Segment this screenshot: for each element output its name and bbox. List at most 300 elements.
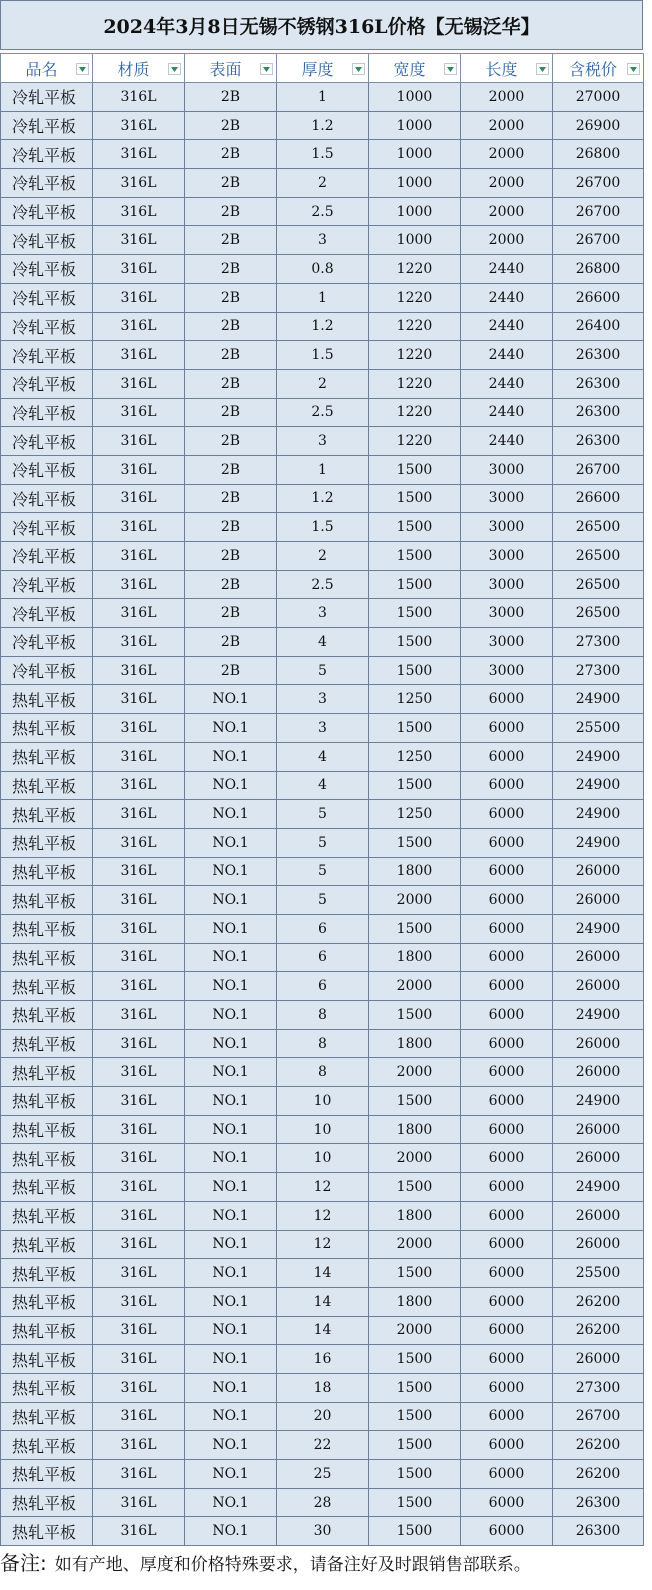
cell-surface[interactable]: 2B bbox=[185, 197, 277, 226]
cell-surface[interactable]: NO.1 bbox=[185, 1345, 277, 1374]
cell-material[interactable]: 316L bbox=[93, 1201, 185, 1230]
cell-length[interactable]: 6000 bbox=[461, 685, 553, 714]
cell-width[interactable]: 1500 bbox=[369, 513, 461, 542]
cell-width[interactable]: 1220 bbox=[369, 369, 461, 398]
cell-thickness[interactable]: 0.8 bbox=[277, 255, 369, 284]
cell-thickness[interactable]: 3 bbox=[277, 226, 369, 255]
cell-width[interactable]: 1800 bbox=[369, 943, 461, 972]
cell-surface[interactable]: 2B bbox=[185, 513, 277, 542]
cell-surface[interactable]: NO.1 bbox=[185, 1259, 277, 1288]
cell-length[interactable]: 3000 bbox=[461, 656, 553, 685]
cell-material[interactable]: 316L bbox=[93, 1087, 185, 1116]
cell-thickness[interactable]: 5 bbox=[277, 857, 369, 886]
cell-width[interactable]: 1500 bbox=[369, 628, 461, 657]
cell-material[interactable]: 316L bbox=[93, 283, 185, 312]
cell-surface[interactable]: 2B bbox=[185, 312, 277, 341]
cell-thickness[interactable]: 30 bbox=[277, 1517, 369, 1546]
cell-price[interactable]: 24900 bbox=[553, 914, 644, 943]
filter-dropdown-button[interactable] bbox=[444, 63, 457, 75]
cell-material[interactable]: 316L bbox=[93, 857, 185, 886]
cell-surface[interactable]: NO.1 bbox=[185, 771, 277, 800]
cell-width[interactable]: 1500 bbox=[369, 484, 461, 513]
cell-price[interactable]: 26000 bbox=[553, 1201, 644, 1230]
cell-name[interactable]: 热轧平板 bbox=[1, 1201, 93, 1230]
cell-name[interactable]: 冷轧平板 bbox=[1, 140, 93, 169]
cell-surface[interactable]: NO.1 bbox=[185, 1287, 277, 1316]
cell-surface[interactable]: NO.1 bbox=[185, 1029, 277, 1058]
cell-price[interactable]: 26200 bbox=[553, 1431, 644, 1460]
cell-thickness[interactable]: 8 bbox=[277, 1029, 369, 1058]
cell-length[interactable]: 6000 bbox=[461, 1173, 553, 1202]
cell-length[interactable]: 6000 bbox=[461, 800, 553, 829]
cell-name[interactable]: 冷轧平板 bbox=[1, 599, 93, 628]
cell-name[interactable]: 冷轧平板 bbox=[1, 312, 93, 341]
filter-dropdown-button[interactable] bbox=[76, 63, 89, 75]
cell-length[interactable]: 6000 bbox=[461, 1058, 553, 1087]
cell-length[interactable]: 6000 bbox=[461, 1345, 553, 1374]
cell-thickness[interactable]: 2 bbox=[277, 169, 369, 198]
cell-price[interactable]: 26600 bbox=[553, 484, 644, 513]
cell-name[interactable]: 热轧平板 bbox=[1, 1230, 93, 1259]
cell-length[interactable]: 2000 bbox=[461, 111, 553, 140]
cell-thickness[interactable]: 2 bbox=[277, 542, 369, 571]
cell-price[interactable]: 26000 bbox=[553, 1058, 644, 1087]
cell-length[interactable]: 6000 bbox=[461, 714, 553, 743]
cell-name[interactable]: 冷轧平板 bbox=[1, 513, 93, 542]
cell-length[interactable]: 6000 bbox=[461, 886, 553, 915]
cell-material[interactable]: 316L bbox=[93, 312, 185, 341]
cell-surface[interactable]: NO.1 bbox=[185, 1144, 277, 1173]
cell-material[interactable]: 316L bbox=[93, 1488, 185, 1517]
cell-material[interactable]: 316L bbox=[93, 455, 185, 484]
cell-material[interactable]: 316L bbox=[93, 828, 185, 857]
cell-thickness[interactable]: 12 bbox=[277, 1173, 369, 1202]
cell-surface[interactable]: 2B bbox=[185, 369, 277, 398]
cell-price[interactable]: 26000 bbox=[553, 857, 644, 886]
cell-price[interactable]: 26000 bbox=[553, 1230, 644, 1259]
cell-surface[interactable]: NO.1 bbox=[185, 972, 277, 1001]
cell-length[interactable]: 6000 bbox=[461, 1115, 553, 1144]
cell-price[interactable]: 26700 bbox=[553, 455, 644, 484]
cell-name[interactable]: 热轧平板 bbox=[1, 857, 93, 886]
cell-name[interactable]: 热轧平板 bbox=[1, 1517, 93, 1546]
cell-price[interactable]: 26700 bbox=[553, 226, 644, 255]
cell-length[interactable]: 2000 bbox=[461, 169, 553, 198]
cell-name[interactable]: 热轧平板 bbox=[1, 1029, 93, 1058]
cell-name[interactable]: 冷轧平板 bbox=[1, 111, 93, 140]
cell-surface[interactable]: NO.1 bbox=[185, 714, 277, 743]
cell-material[interactable]: 316L bbox=[93, 1029, 185, 1058]
cell-material[interactable]: 316L bbox=[93, 886, 185, 915]
cell-surface[interactable]: 2B bbox=[185, 226, 277, 255]
cell-price[interactable]: 26300 bbox=[553, 1517, 644, 1546]
cell-material[interactable]: 316L bbox=[93, 341, 185, 370]
cell-price[interactable]: 24900 bbox=[553, 1087, 644, 1116]
cell-name[interactable]: 热轧平板 bbox=[1, 1488, 93, 1517]
cell-length[interactable]: 6000 bbox=[461, 1259, 553, 1288]
cell-name[interactable]: 冷轧平板 bbox=[1, 427, 93, 456]
cell-length[interactable]: 2440 bbox=[461, 255, 553, 284]
cell-thickness[interactable]: 1 bbox=[277, 283, 369, 312]
filter-dropdown-button[interactable] bbox=[352, 63, 365, 75]
cell-material[interactable]: 316L bbox=[93, 542, 185, 571]
cell-length[interactable]: 6000 bbox=[461, 1001, 553, 1030]
cell-surface[interactable]: NO.1 bbox=[185, 1058, 277, 1087]
cell-length[interactable]: 6000 bbox=[461, 1287, 553, 1316]
filter-dropdown-button[interactable] bbox=[627, 63, 640, 75]
cell-name[interactable]: 热轧平板 bbox=[1, 1402, 93, 1431]
cell-length[interactable]: 6000 bbox=[461, 742, 553, 771]
cell-width[interactable]: 1500 bbox=[369, 771, 461, 800]
cell-price[interactable]: 26300 bbox=[553, 369, 644, 398]
cell-width[interactable]: 1500 bbox=[369, 1345, 461, 1374]
cell-material[interactable]: 316L bbox=[93, 255, 185, 284]
cell-width[interactable]: 1500 bbox=[369, 1517, 461, 1546]
cell-surface[interactable]: NO.1 bbox=[185, 1087, 277, 1116]
cell-material[interactable]: 316L bbox=[93, 1259, 185, 1288]
cell-price[interactable]: 26000 bbox=[553, 972, 644, 1001]
cell-price[interactable]: 26300 bbox=[553, 398, 644, 427]
cell-surface[interactable]: 2B bbox=[185, 398, 277, 427]
cell-material[interactable]: 316L bbox=[93, 197, 185, 226]
cell-name[interactable]: 热轧平板 bbox=[1, 1345, 93, 1374]
cell-length[interactable]: 6000 bbox=[461, 828, 553, 857]
cell-length[interactable]: 2440 bbox=[461, 369, 553, 398]
cell-surface[interactable]: 2B bbox=[185, 628, 277, 657]
cell-name[interactable]: 冷轧平板 bbox=[1, 656, 93, 685]
cell-width[interactable]: 2000 bbox=[369, 886, 461, 915]
cell-surface[interactable]: 2B bbox=[185, 111, 277, 140]
cell-length[interactable]: 6000 bbox=[461, 857, 553, 886]
cell-material[interactable]: 316L bbox=[93, 140, 185, 169]
cell-width[interactable]: 1500 bbox=[369, 828, 461, 857]
cell-surface[interactable]: NO.1 bbox=[185, 1460, 277, 1489]
cell-surface[interactable]: NO.1 bbox=[185, 1001, 277, 1030]
cell-price[interactable]: 27300 bbox=[553, 656, 644, 685]
cell-length[interactable]: 6000 bbox=[461, 943, 553, 972]
cell-width[interactable]: 2000 bbox=[369, 1058, 461, 1087]
cell-name[interactable]: 热轧平板 bbox=[1, 1316, 93, 1345]
cell-thickness[interactable]: 2.5 bbox=[277, 570, 369, 599]
cell-name[interactable]: 冷轧平板 bbox=[1, 570, 93, 599]
cell-name[interactable]: 热轧平板 bbox=[1, 1259, 93, 1288]
cell-thickness[interactable]: 2 bbox=[277, 369, 369, 398]
cell-price[interactable]: 26500 bbox=[553, 542, 644, 571]
cell-material[interactable]: 316L bbox=[93, 685, 185, 714]
cell-length[interactable]: 3000 bbox=[461, 628, 553, 657]
cell-surface[interactable]: 2B bbox=[185, 599, 277, 628]
cell-surface[interactable]: NO.1 bbox=[185, 914, 277, 943]
cell-surface[interactable]: NO.1 bbox=[185, 886, 277, 915]
cell-name[interactable]: 冷轧平板 bbox=[1, 484, 93, 513]
cell-price[interactable]: 26500 bbox=[553, 570, 644, 599]
cell-name[interactable]: 热轧平板 bbox=[1, 828, 93, 857]
cell-material[interactable]: 316L bbox=[93, 628, 185, 657]
cell-length[interactable]: 2440 bbox=[461, 398, 553, 427]
cell-surface[interactable]: NO.1 bbox=[185, 1402, 277, 1431]
cell-surface[interactable]: NO.1 bbox=[185, 1115, 277, 1144]
cell-width[interactable]: 1000 bbox=[369, 226, 461, 255]
cell-thickness[interactable]: 3 bbox=[277, 599, 369, 628]
cell-width[interactable]: 1500 bbox=[369, 714, 461, 743]
cell-surface[interactable]: 2B bbox=[185, 83, 277, 112]
cell-material[interactable]: 316L bbox=[93, 1431, 185, 1460]
cell-price[interactable]: 26000 bbox=[553, 886, 644, 915]
cell-length[interactable]: 6000 bbox=[461, 1144, 553, 1173]
cell-name[interactable]: 热轧平板 bbox=[1, 1373, 93, 1402]
cell-thickness[interactable]: 2.5 bbox=[277, 197, 369, 226]
cell-width[interactable]: 2000 bbox=[369, 972, 461, 1001]
cell-thickness[interactable]: 12 bbox=[277, 1201, 369, 1230]
cell-name[interactable]: 热轧平板 bbox=[1, 800, 93, 829]
cell-surface[interactable]: NO.1 bbox=[185, 800, 277, 829]
cell-price[interactable]: 26900 bbox=[553, 111, 644, 140]
cell-width[interactable]: 1250 bbox=[369, 800, 461, 829]
cell-price[interactable]: 26300 bbox=[553, 1488, 644, 1517]
cell-thickness[interactable]: 25 bbox=[277, 1460, 369, 1489]
cell-surface[interactable]: NO.1 bbox=[185, 857, 277, 886]
cell-name[interactable]: 热轧平板 bbox=[1, 1058, 93, 1087]
cell-length[interactable]: 3000 bbox=[461, 542, 553, 571]
cell-thickness[interactable]: 5 bbox=[277, 656, 369, 685]
cell-width[interactable]: 1800 bbox=[369, 1029, 461, 1058]
cell-price[interactable]: 26500 bbox=[553, 599, 644, 628]
cell-surface[interactable]: NO.1 bbox=[185, 1173, 277, 1202]
cell-material[interactable]: 316L bbox=[93, 226, 185, 255]
cell-price[interactable]: 26000 bbox=[553, 943, 644, 972]
cell-name[interactable]: 热轧平板 bbox=[1, 972, 93, 1001]
cell-length[interactable]: 6000 bbox=[461, 1402, 553, 1431]
cell-thickness[interactable]: 5 bbox=[277, 886, 369, 915]
cell-width[interactable]: 1500 bbox=[369, 1001, 461, 1030]
filter-dropdown-button[interactable] bbox=[536, 63, 549, 75]
cell-price[interactable]: 26600 bbox=[553, 283, 644, 312]
cell-thickness[interactable]: 14 bbox=[277, 1259, 369, 1288]
cell-name[interactable]: 热轧平板 bbox=[1, 1460, 93, 1489]
cell-material[interactable]: 316L bbox=[93, 83, 185, 112]
cell-thickness[interactable]: 10 bbox=[277, 1115, 369, 1144]
cell-surface[interactable]: 2B bbox=[185, 484, 277, 513]
cell-thickness[interactable]: 1.5 bbox=[277, 513, 369, 542]
cell-length[interactable]: 3000 bbox=[461, 513, 553, 542]
cell-material[interactable]: 316L bbox=[93, 513, 185, 542]
cell-material[interactable]: 316L bbox=[93, 1402, 185, 1431]
cell-width[interactable]: 1500 bbox=[369, 1402, 461, 1431]
cell-thickness[interactable]: 8 bbox=[277, 1058, 369, 1087]
cell-material[interactable]: 316L bbox=[93, 427, 185, 456]
cell-name[interactable]: 冷轧平板 bbox=[1, 542, 93, 571]
cell-thickness[interactable]: 10 bbox=[277, 1087, 369, 1116]
cell-length[interactable]: 6000 bbox=[461, 771, 553, 800]
cell-price[interactable]: 26200 bbox=[553, 1287, 644, 1316]
cell-price[interactable]: 26300 bbox=[553, 341, 644, 370]
cell-width[interactable]: 1220 bbox=[369, 255, 461, 284]
cell-width[interactable]: 1500 bbox=[369, 656, 461, 685]
cell-material[interactable]: 316L bbox=[93, 169, 185, 198]
cell-thickness[interactable]: 1.2 bbox=[277, 312, 369, 341]
cell-surface[interactable]: NO.1 bbox=[185, 685, 277, 714]
cell-width[interactable]: 1500 bbox=[369, 599, 461, 628]
cell-name[interactable]: 冷轧平板 bbox=[1, 341, 93, 370]
cell-thickness[interactable]: 14 bbox=[277, 1287, 369, 1316]
cell-thickness[interactable]: 18 bbox=[277, 1373, 369, 1402]
cell-name[interactable]: 热轧平板 bbox=[1, 943, 93, 972]
cell-material[interactable]: 316L bbox=[93, 943, 185, 972]
filter-dropdown-button[interactable] bbox=[260, 63, 273, 75]
cell-width[interactable]: 1000 bbox=[369, 111, 461, 140]
cell-width[interactable]: 1500 bbox=[369, 1373, 461, 1402]
cell-surface[interactable]: 2B bbox=[185, 140, 277, 169]
cell-material[interactable]: 316L bbox=[93, 914, 185, 943]
cell-width[interactable]: 1500 bbox=[369, 1173, 461, 1202]
cell-thickness[interactable]: 1.2 bbox=[277, 111, 369, 140]
filter-dropdown-button[interactable] bbox=[168, 63, 181, 75]
cell-name[interactable]: 热轧平板 bbox=[1, 1115, 93, 1144]
cell-name[interactable]: 热轧平板 bbox=[1, 714, 93, 743]
cell-length[interactable]: 2440 bbox=[461, 427, 553, 456]
cell-price[interactable]: 24900 bbox=[553, 742, 644, 771]
cell-name[interactable]: 热轧平板 bbox=[1, 771, 93, 800]
cell-material[interactable]: 316L bbox=[93, 599, 185, 628]
cell-thickness[interactable]: 1 bbox=[277, 455, 369, 484]
cell-width[interactable]: 1000 bbox=[369, 140, 461, 169]
cell-name[interactable]: 热轧平板 bbox=[1, 1173, 93, 1202]
cell-name[interactable]: 冷轧平板 bbox=[1, 283, 93, 312]
cell-material[interactable]: 316L bbox=[93, 398, 185, 427]
cell-price[interactable]: 27300 bbox=[553, 628, 644, 657]
cell-price[interactable]: 26500 bbox=[553, 513, 644, 542]
cell-length[interactable]: 6000 bbox=[461, 1201, 553, 1230]
cell-width[interactable]: 1000 bbox=[369, 83, 461, 112]
cell-width[interactable]: 2000 bbox=[369, 1230, 461, 1259]
cell-surface[interactable]: NO.1 bbox=[185, 1488, 277, 1517]
cell-material[interactable]: 316L bbox=[93, 1345, 185, 1374]
cell-material[interactable]: 316L bbox=[93, 1460, 185, 1489]
cell-surface[interactable]: NO.1 bbox=[185, 943, 277, 972]
cell-price[interactable]: 26000 bbox=[553, 1029, 644, 1058]
cell-thickness[interactable]: 3 bbox=[277, 427, 369, 456]
cell-width[interactable]: 1250 bbox=[369, 685, 461, 714]
cell-thickness[interactable]: 1.5 bbox=[277, 341, 369, 370]
cell-length[interactable]: 2000 bbox=[461, 226, 553, 255]
cell-price[interactable]: 26000 bbox=[553, 1144, 644, 1173]
cell-name[interactable]: 热轧平板 bbox=[1, 1287, 93, 1316]
cell-name[interactable]: 冷轧平板 bbox=[1, 83, 93, 112]
cell-width[interactable]: 1250 bbox=[369, 742, 461, 771]
cell-thickness[interactable]: 8 bbox=[277, 1001, 369, 1030]
cell-thickness[interactable]: 5 bbox=[277, 800, 369, 829]
cell-length[interactable]: 3000 bbox=[461, 484, 553, 513]
cell-material[interactable]: 316L bbox=[93, 742, 185, 771]
cell-length[interactable]: 6000 bbox=[461, 1316, 553, 1345]
cell-price[interactable]: 26000 bbox=[553, 1345, 644, 1374]
cell-surface[interactable]: 2B bbox=[185, 570, 277, 599]
cell-material[interactable]: 316L bbox=[93, 1287, 185, 1316]
cell-name[interactable]: 冷轧平板 bbox=[1, 628, 93, 657]
cell-surface[interactable]: NO.1 bbox=[185, 1316, 277, 1345]
cell-surface[interactable]: 2B bbox=[185, 341, 277, 370]
cell-material[interactable]: 316L bbox=[93, 714, 185, 743]
cell-price[interactable]: 27000 bbox=[553, 83, 644, 112]
cell-name[interactable]: 冷轧平板 bbox=[1, 369, 93, 398]
cell-length[interactable]: 6000 bbox=[461, 1087, 553, 1116]
cell-surface[interactable]: NO.1 bbox=[185, 742, 277, 771]
cell-surface[interactable]: NO.1 bbox=[185, 1431, 277, 1460]
cell-price[interactable]: 24900 bbox=[553, 1001, 644, 1030]
cell-width[interactable]: 1500 bbox=[369, 1087, 461, 1116]
cell-price[interactable]: 25500 bbox=[553, 714, 644, 743]
cell-surface[interactable]: NO.1 bbox=[185, 828, 277, 857]
cell-name[interactable]: 热轧平板 bbox=[1, 1144, 93, 1173]
cell-width[interactable]: 1500 bbox=[369, 1460, 461, 1489]
cell-width[interactable]: 1500 bbox=[369, 1488, 461, 1517]
cell-width[interactable]: 1220 bbox=[369, 427, 461, 456]
cell-width[interactable]: 2000 bbox=[369, 1144, 461, 1173]
cell-thickness[interactable]: 22 bbox=[277, 1431, 369, 1460]
cell-price[interactable]: 26200 bbox=[553, 1460, 644, 1489]
cell-name[interactable]: 热轧平板 bbox=[1, 886, 93, 915]
cell-thickness[interactable]: 20 bbox=[277, 1402, 369, 1431]
cell-length[interactable]: 2000 bbox=[461, 197, 553, 226]
cell-length[interactable]: 2000 bbox=[461, 140, 553, 169]
cell-material[interactable]: 316L bbox=[93, 570, 185, 599]
cell-width[interactable]: 1000 bbox=[369, 197, 461, 226]
cell-length[interactable]: 2440 bbox=[461, 312, 553, 341]
cell-surface[interactable]: 2B bbox=[185, 656, 277, 685]
cell-width[interactable]: 1500 bbox=[369, 570, 461, 599]
cell-name[interactable]: 冷轧平板 bbox=[1, 226, 93, 255]
cell-material[interactable]: 316L bbox=[93, 369, 185, 398]
cell-thickness[interactable]: 14 bbox=[277, 1316, 369, 1345]
cell-length[interactable]: 3000 bbox=[461, 599, 553, 628]
cell-name[interactable]: 热轧平板 bbox=[1, 914, 93, 943]
cell-material[interactable]: 316L bbox=[93, 1058, 185, 1087]
cell-material[interactable]: 316L bbox=[93, 111, 185, 140]
cell-surface[interactable]: 2B bbox=[185, 542, 277, 571]
cell-price[interactable]: 24900 bbox=[553, 1173, 644, 1202]
cell-material[interactable]: 316L bbox=[93, 1144, 185, 1173]
cell-thickness[interactable]: 3 bbox=[277, 714, 369, 743]
cell-surface[interactable]: NO.1 bbox=[185, 1373, 277, 1402]
cell-material[interactable]: 316L bbox=[93, 972, 185, 1001]
cell-name[interactable]: 热轧平板 bbox=[1, 742, 93, 771]
cell-material[interactable]: 316L bbox=[93, 484, 185, 513]
cell-length[interactable]: 6000 bbox=[461, 914, 553, 943]
cell-material[interactable]: 316L bbox=[93, 656, 185, 685]
cell-surface[interactable]: 2B bbox=[185, 427, 277, 456]
cell-material[interactable]: 316L bbox=[93, 800, 185, 829]
cell-thickness[interactable]: 5 bbox=[277, 828, 369, 857]
cell-surface[interactable]: NO.1 bbox=[185, 1201, 277, 1230]
cell-price[interactable]: 24900 bbox=[553, 685, 644, 714]
cell-price[interactable]: 26200 bbox=[553, 1316, 644, 1345]
cell-surface[interactable]: NO.1 bbox=[185, 1230, 277, 1259]
cell-surface[interactable]: 2B bbox=[185, 169, 277, 198]
cell-name[interactable]: 热轧平板 bbox=[1, 1087, 93, 1116]
cell-price[interactable]: 24900 bbox=[553, 800, 644, 829]
cell-width[interactable]: 1800 bbox=[369, 1201, 461, 1230]
cell-price[interactable]: 27300 bbox=[553, 1373, 644, 1402]
cell-price[interactable]: 24900 bbox=[553, 828, 644, 857]
cell-width[interactable]: 1500 bbox=[369, 455, 461, 484]
cell-width[interactable]: 1000 bbox=[369, 169, 461, 198]
cell-thickness[interactable]: 6 bbox=[277, 914, 369, 943]
cell-material[interactable]: 316L bbox=[93, 1173, 185, 1202]
cell-length[interactable]: 6000 bbox=[461, 1517, 553, 1546]
cell-length[interactable]: 3000 bbox=[461, 455, 553, 484]
cell-length[interactable]: 6000 bbox=[461, 1029, 553, 1058]
cell-width[interactable]: 2000 bbox=[369, 1316, 461, 1345]
